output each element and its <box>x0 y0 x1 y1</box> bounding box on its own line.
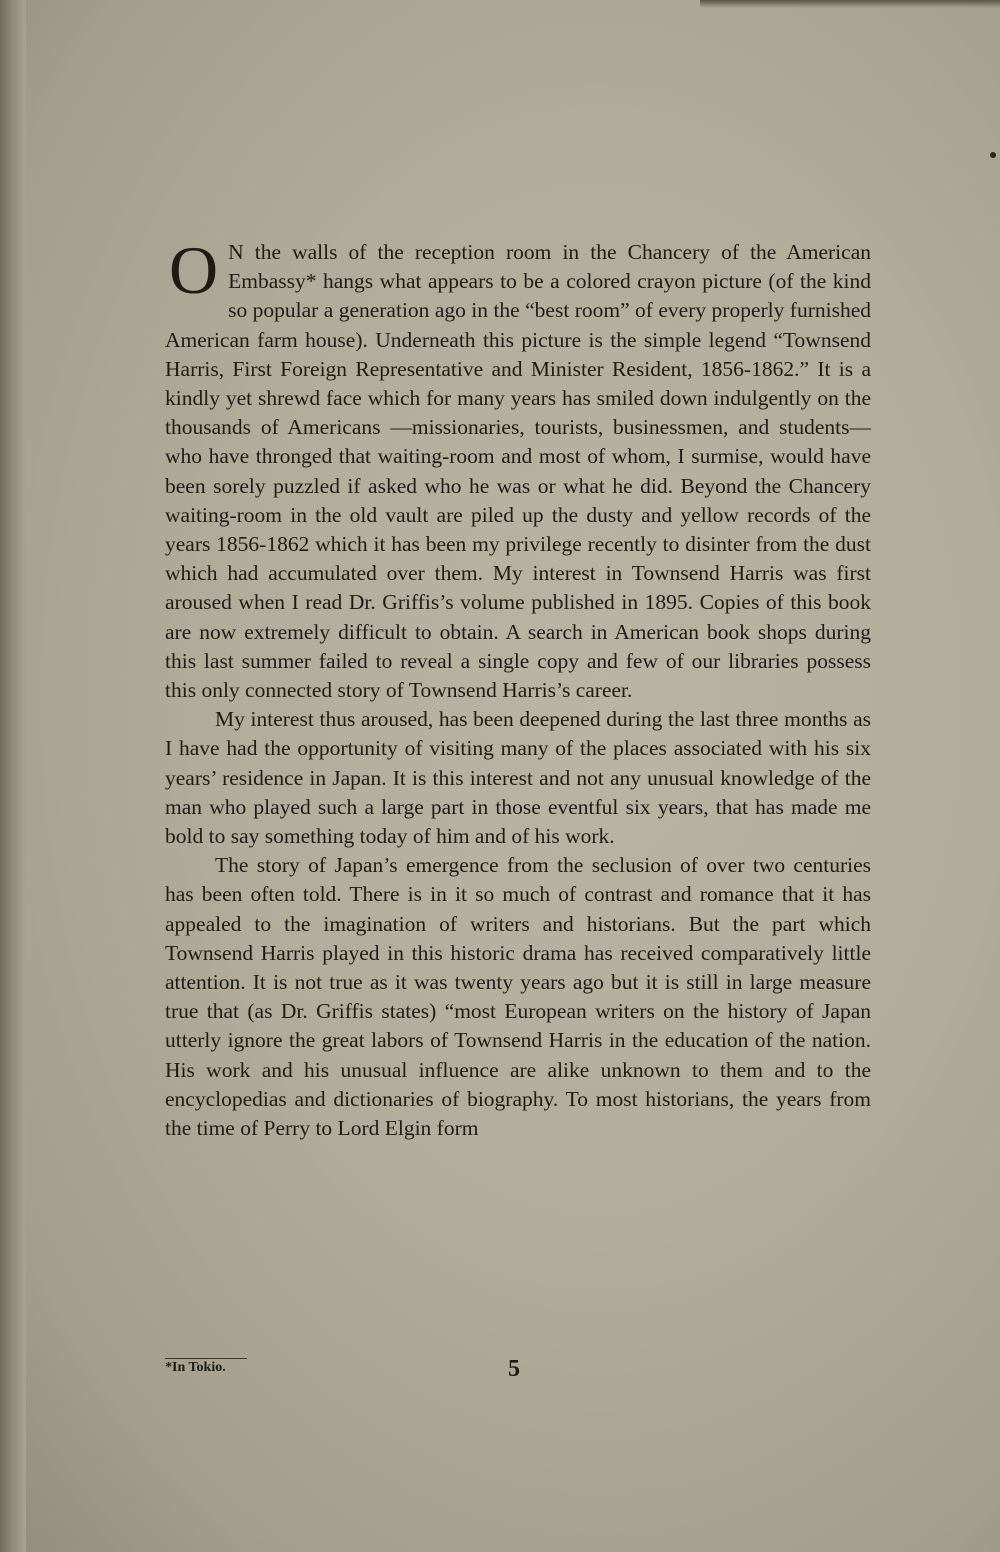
footnote: *In Tokio. <box>165 1360 226 1375</box>
paragraph-1 <box>165 232 871 705</box>
page-top-edge <box>700 0 1000 8</box>
paragraph-1-text: N the walls of the reception room in the Chancery of the American Embassy* hangs what appears to be a colored crayon picture (of the kind so popular a generation ago in the “best room” of every properly furnished American farm house). Underneath this picture is the simple legend “Townsend Harris, First Foreign Representative and Minister Resident, 1856-1862.” It is a kindly yet shrewd face which for many years has smiled down indulgently on the thousands of Americans —missionaries, tourists, businessmen, and students—who have thronged that waiting-room and most of whom, I surmise, would have been sorely puzzled if asked who he was or what he did. Beyond the Chancery waiting-room in the old vault are piled up the dusty and yellow records of the years 1856-1862 which it has been my privilege recently to disinter from the dust which had accumulated over them. My interest in Townsend Harris was first aroused when I read Dr. Griffis’s volume published in 1895. Copies of this book are now extremely difficult to obtain. A search in American book shops during this last summer failed to reveal a single copy and few of our libraries possess this only connected story of Townsend Harris’s career. <box>165 240 871 703</box>
ink-speck <box>990 152 996 158</box>
footnote-rule <box>165 1358 247 1359</box>
page-number: 5 <box>508 1356 520 1382</box>
body-text <box>165 232 871 1143</box>
drop-cap: O <box>169 232 219 308</box>
binding-edge <box>0 0 26 1552</box>
paragraph-3: The story of Japan’s emergence from the seclusion of over two centuries has been often told. There is in it so much of contrast and romance that it has appealed to the imagination of writers and historians. But the part which Townsend Harris played in this historic drama has received comparatively little attention. It is not true as it was twenty years ago but it is still in large measure true that (as Dr. Griffis states) “most European writers on the history of Japan utterly ignore the great labors of Townsend Harris in the education of the nation. His work and his unusual influence are alike unknown to them and to the encyclopedias and dictionaries of biography. To most historians, the years from the time of Perry to Lord Elgin form <box>165 853 871 1141</box>
paragraph-2: My interest thus aroused, has been deepened during the last three months as I have had the opportunity of visiting many of the places associated with his six years’ residence in Japan. It is this interest and not any unusual knowledge of the man who played such a large part in those eventful six years, that has made me bold to say something today of him and of his work. <box>165 707 871 849</box>
